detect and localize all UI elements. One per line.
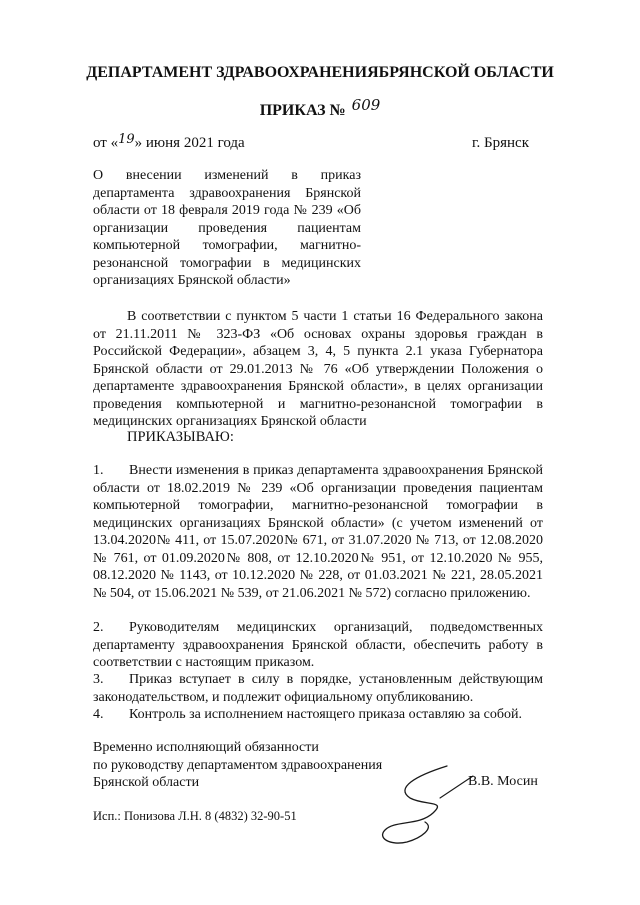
order-number-handwritten: 609	[351, 96, 381, 114]
intro-paragraph: В соответствии с пунктом 5 части 1 статьи 16 Федерального закона от 21.11.2011 № 323-ФЗ «Об основах охраны здоровья граждан в Российской Федерации», абзацем 3, 4, 5 пункта 2.1 указа Губернатора Брянской области от 29.01.2013 № 76 «Об утверждении Положения о департаменте здравоохранения Брянской области», в целях организации проведения компьютерной и магнитно-резонансной томографии в медицинских организациях Брянской области	[93, 309, 543, 429]
command-word: ПРИКАЗЫВАЮ:	[127, 429, 234, 445]
order-item	[93, 671, 543, 706]
signatory-line-2: по руководству департаментом здравоохранения	[93, 757, 383, 773]
item-number: 3.	[93, 672, 104, 687]
order-item	[93, 462, 543, 602]
signatory-position	[93, 739, 382, 792]
order-title	[0, 96, 640, 120]
item-text: Руководителям медицинских организаций, подведомственных департаменту здравоохранения Брянской области, обеспечить работу в соответствии с настоящим приказом.	[93, 620, 543, 670]
item-number: 2.	[93, 620, 104, 635]
signatory-name: В.В. Мосин	[468, 774, 538, 789]
item-text: Приказ вступает в силу в порядке, установленным действующим законодательством, и подлежит официальному опубликованию.	[93, 672, 543, 705]
date-day-handwritten: 19	[118, 132, 135, 147]
executor-info: Исп.: Понизова Л.Н. 8 (4832) 32-90-51	[93, 809, 297, 823]
order-date	[93, 132, 245, 152]
item-number: 1.	[93, 463, 104, 478]
order-label: ПРИКАЗ №	[259, 102, 346, 119]
handwritten-signature-icon	[355, 758, 475, 853]
order-city: г. Брянск	[472, 135, 529, 151]
signatory-line-3: Брянской области	[93, 775, 200, 790]
date-prefix: от «	[93, 135, 119, 151]
item-number: 4.	[93, 707, 104, 722]
department-title: ДЕПАРТАМЕНТ ЗДРАВООХРАНЕНИЯБРЯНСКОЙ ОБЛАСТИ	[86, 64, 554, 81]
order-item	[93, 706, 543, 724]
order-item	[93, 619, 543, 672]
order-subject: О внесении изменений в приказ департамента здравоохранения Брянской области от 18 февраля 2019 года № 239 «Об организации проведения пациентам компьютерной томографии, магнитно-резонансной томографии в медицинских организациях Брянской области»	[93, 168, 361, 288]
signatory-line-1: Временно исполняющий обязанности	[93, 740, 319, 755]
date-suffix: » июня 2021 года	[134, 135, 245, 151]
item-text: Внести изменения в приказ департамента здравоохранения Брянской области от 18.02.2019 № 239 «Об организации проведения пациентам компьютерной томографии, магнитно-резонансной томографии в медицинских организациях Брянской области» (с учетом изменений от 13.04.2020№ 411, от 15.07.2020№ 671, от 31.07.2020 № 713, от 12.08.2020 № 761, от 01.09.2020№ 808, от 12.10.2020№ 951, от 12.10.2020 № 955, 08.12.2020 № 1143, от 10.12.2020 № 228, от 01.03.2021 № 221, 28.05.2021 № 504, от 15.06.2021 № 539, от 21.06.2021 № 572) согласно приложению.	[93, 463, 543, 601]
item-text: Контроль за исполнением настоящего приказа оставляю за собой.	[129, 707, 523, 722]
